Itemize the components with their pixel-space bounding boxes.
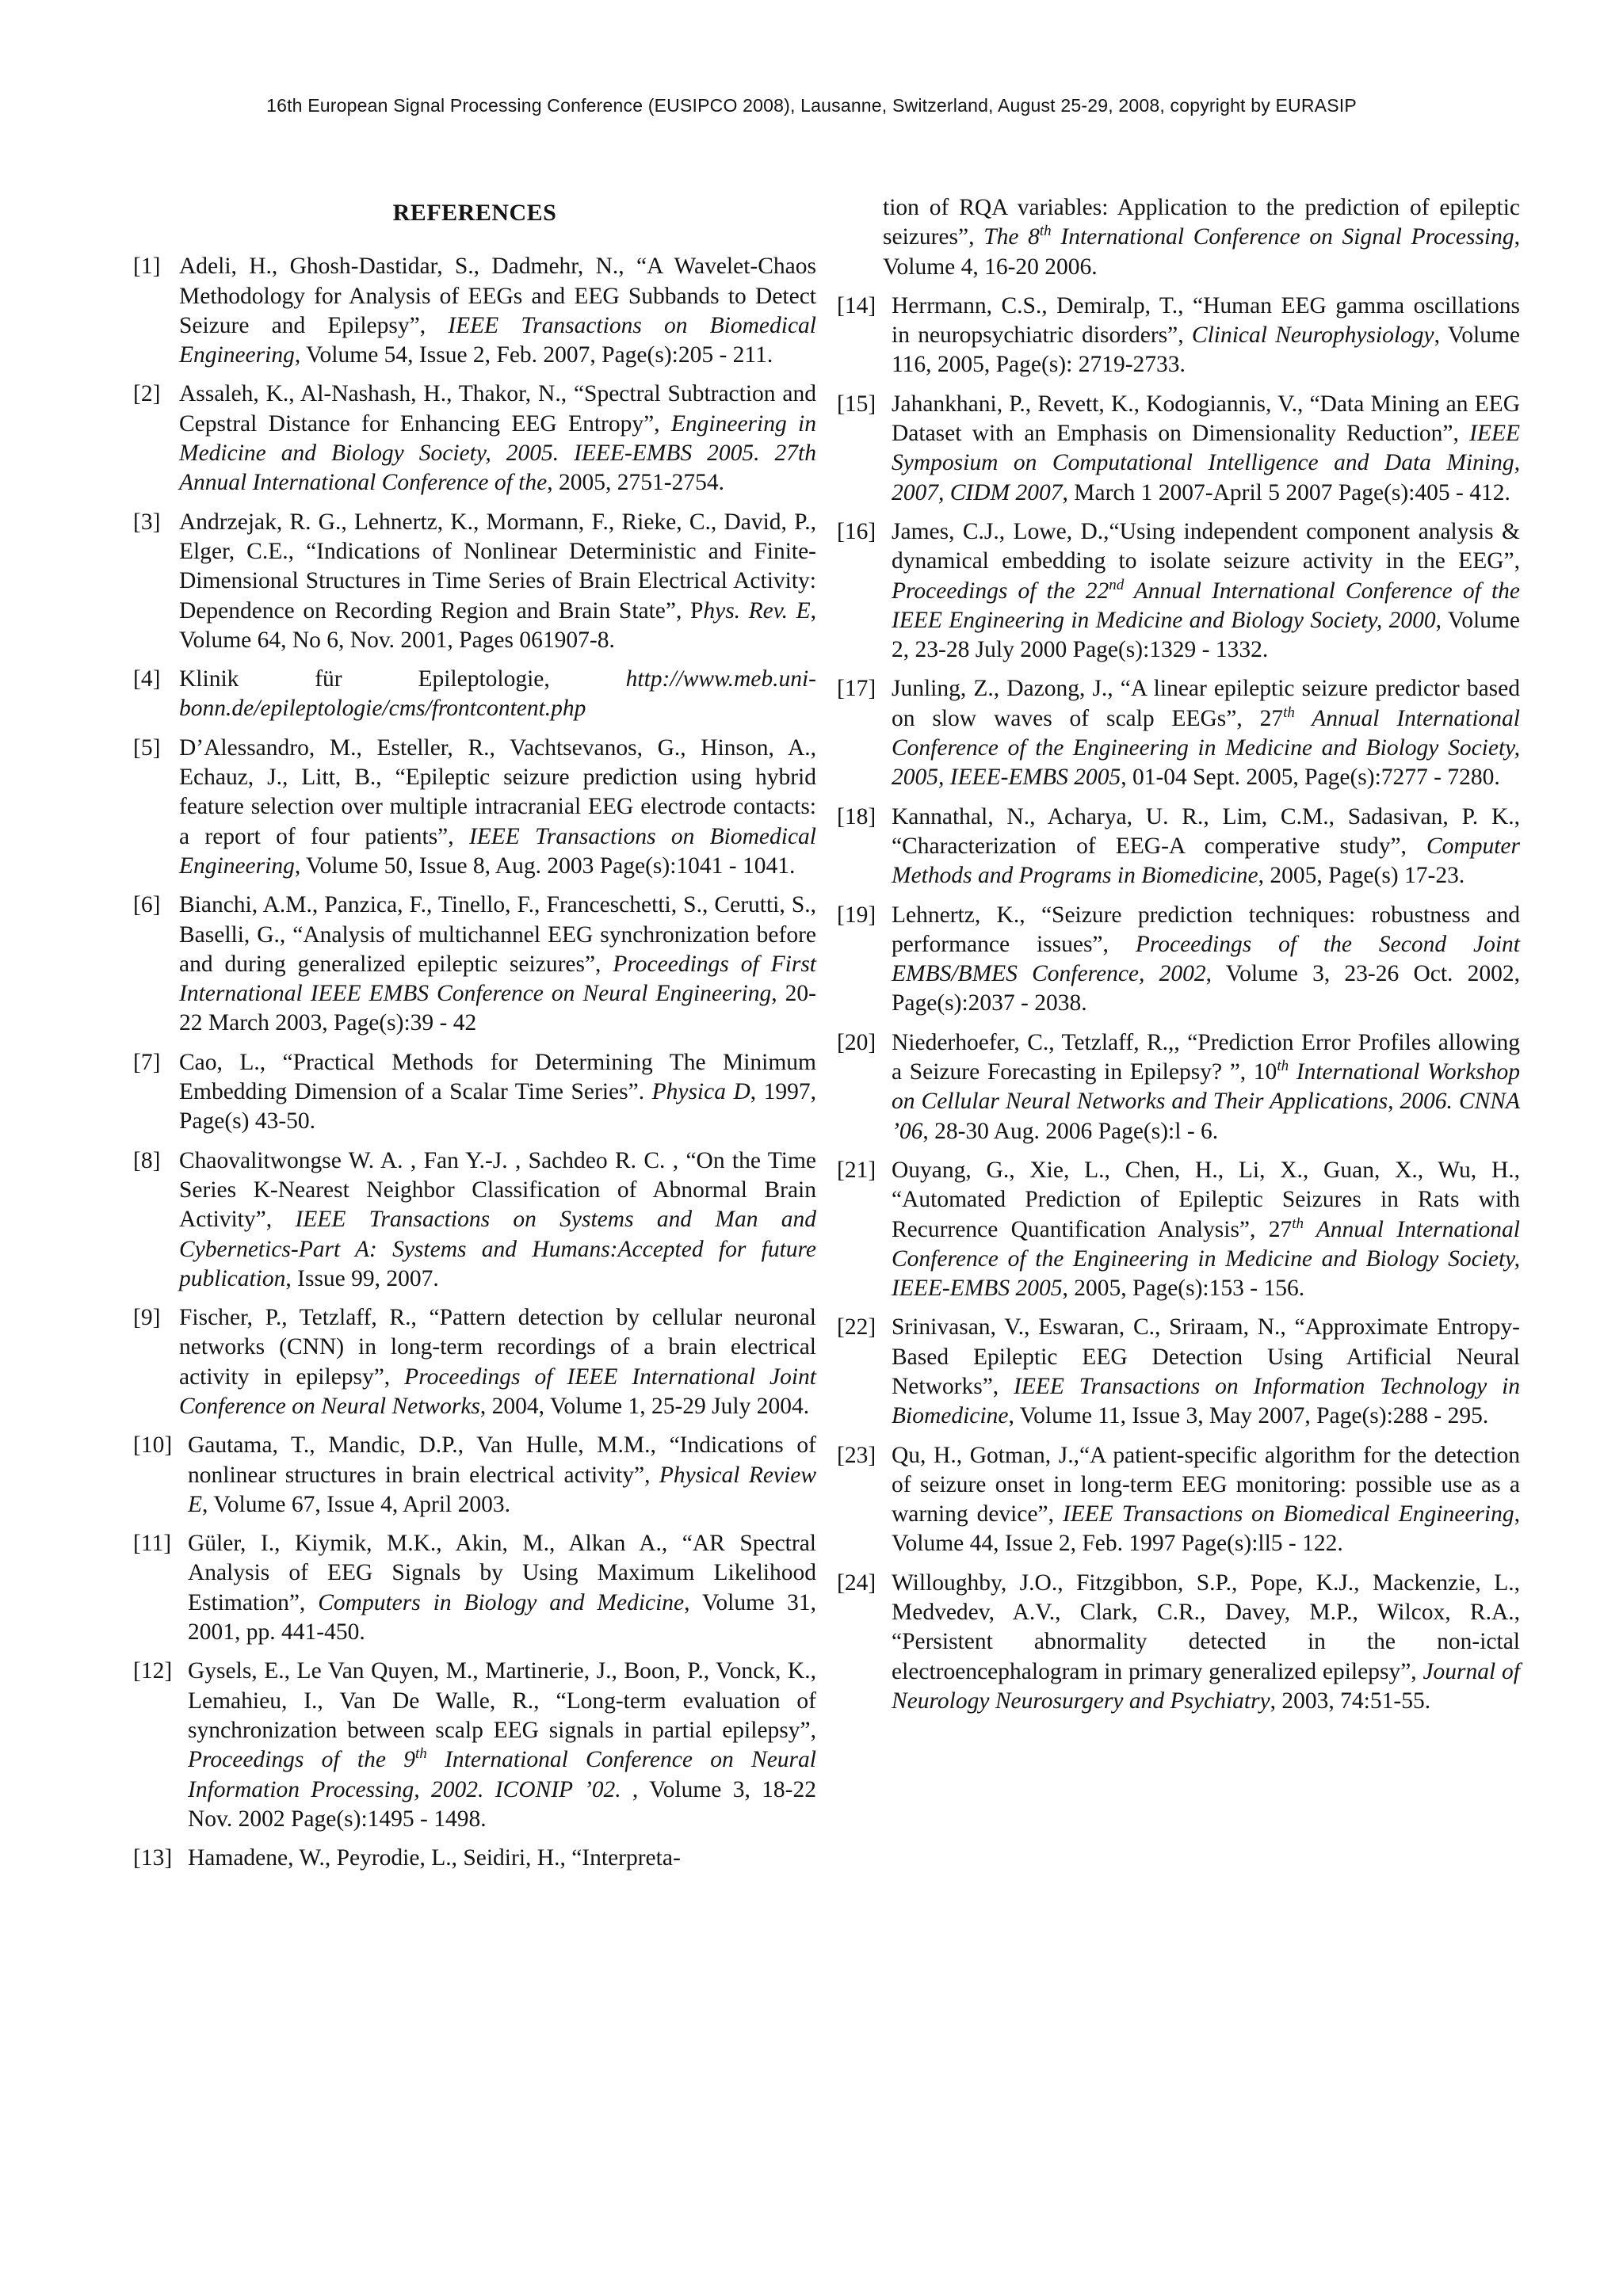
italic-citation-text: International Conference on Neural Information Processing, 2002. ICONIP ’02. [188,1747,816,1802]
citation-text: Assaleh, K., Al-Nashash, H., Thakor, N., “Spectral Subtraction and Cepstral Distance for Enhancing EEG Entropy”, [179,381,816,437]
reference-item [837,1028,1520,1146]
citation-text: , 01-04 Sept. 2005, Page(s):7277 - 7280. [1121,765,1500,791]
citation-text: , 20-22 March 2003, Page(s):39 - 42 [179,981,816,1036]
reference-item [133,734,816,881]
reference-item [837,1156,1520,1303]
citation-text: Jahankhani, P., Revett, K., Kodogiannis, V., “Data Mining an EEG Dataset with an Emphasis on Dimensionality Reduction”, [892,391,1520,447]
citation-text: Niederhoefer, C., Tetzlaff, R.,, “Prediction Error Profiles allowing a Seizure Forecasting in Epilepsy? ”, 10 [892,1029,1520,1085]
references-column-right [837,193,1520,1726]
reference-item [837,1569,1520,1716]
reference-text [188,1657,816,1834]
reference-item [133,1303,816,1421]
citation-text: , Volume 2, 23-28 July 2000 Page(s):1329 - 1332. [892,607,1520,663]
italic-citation-text: IEEE Transactions on Information Technology in Biomedicine [892,1373,1521,1429]
italic-citation-text: International Workshop on Cellular Neural Networks and Their Applications, 2006. CNNA ’06 [892,1059,1520,1144]
reference-item [837,517,1520,665]
citation-text: Gautama, T., Mandic, D.P., Van Hulle, M.M., “Indications of nonlinear structures in brain electrical activity”, [188,1432,816,1488]
reference-item [133,1146,816,1294]
citation-text: , Volume 3, 18-22 Nov. 2002 Page(s):1495 - 1498. [188,1776,816,1832]
superscript: th [1039,223,1052,240]
citation-text: , Volume 11, Issue 3, May 2007, Page(s):288 - 295. [1008,1403,1489,1429]
reference-number: [11] [133,1531,172,1557]
reference-text [179,1146,816,1294]
reference-text [892,674,1520,792]
reference-text [179,734,816,881]
italic-citation-text: Proceedings of the Second Joint EMBS/BMES Conference, 2002 [892,931,1520,987]
citation-text: Bianchi, A.M., Panzica, F., Tinello, F., Franceschetti, S., Cerutti, S., Baselli, G., “Analysis of multichannel EEG synchronization before and during generalized epileptic seizures”, [179,892,816,977]
italic-citation-text: Annual International Conference of the IEEE Engineering in Medicine and Biology Society, 2000 [892,578,1520,633]
citation-text: , 1997, Page(s) 43-50. [179,1079,817,1135]
citation-text: Güler, I., Kiymik, M.K., Akin, M., Alkan A., “AR Spectral Analysis of EEG Signals by Using Maximum Likelihood Estimation”, [188,1531,816,1615]
reference-item [133,891,816,1038]
reference-item [133,379,816,498]
reference-number: [1] [133,254,161,280]
reference-text [188,1431,816,1520]
running-header: 16th European Signal Processing Conference (EUSIPCO 2008), Lausanne, Switzerland, August 25-29, 2008, copyright by EURASIP [266,95,1357,116]
reference-text [179,508,816,655]
reference-number: [24] [837,1569,876,1596]
reference-text [188,1529,816,1647]
reference-number: [9] [133,1305,161,1331]
citation-text: Srinivasan, V., Eswaran, C., Sriraam, N., “Approximate Entropy-Based Epileptic EEG Detection Using Artificial Neural Networks”, [892,1314,1520,1399]
citation-text: Gysels, E., Le Van Quyen, M., Martinerie, J., Boon, P., Vonck, K., Lemahieu, I., Van De Walle, R., “Long-term evaluation of synchronization between scalp EEG signals in partial epilepsy”, [188,1658,816,1743]
italic-citation-text: IEEE Transactions on Systems and Man and Cybernetics-Part A: Systems and Humans:Accepted for future publication [179,1207,817,1291]
reference-text [188,1844,816,1873]
italic-citation-text: Proceedings of the 9 [188,1747,415,1773]
references-heading: REFERENCES [392,200,557,226]
reference-text [179,891,816,1038]
citation-text: Fischer, P., Tetzlaff, R., “Pattern detection by cellular neuronal networks (CNN) in long-term recordings of a brain electrical activity in epilepsy”, [179,1305,816,1390]
reference-text [892,803,1520,891]
reference-number: [19] [837,902,876,928]
citation-text: , Volume 67, Issue 4, April 2003. [202,1491,511,1517]
citation-text: , Volume 3, 23-26 Oct. 2002, Page(s):2037 - 2038. [892,961,1520,1016]
citation-text: Herrmann, C.S., Demiralp, T., “Human EEG gamma oscillations in neuropsychiatric disorders”, [892,292,1520,349]
italic-citation-text: Annual International Conference of the Engineering in Medicine and Biology Society, IEEE-EMBS 2005 [892,1216,1520,1302]
italic-citation-text: IEEE Transactions on Biomedical Engineering [179,823,816,879]
citation-text: , 2004, Volume 1, 25-29 July 2004. [479,1393,810,1419]
reference-text [892,1313,1520,1431]
reference-number: [21] [837,1157,876,1183]
citation-text: Qu, H., Gotman, J.,“A patient-specific algorithm for the detection of seizure onset in long-term EEG monitoring: possible use as a warning device”, [892,1442,1520,1527]
reference-number: [10] [133,1432,173,1459]
reference-text [179,1048,816,1137]
citation-text: , Volume 4, 16-20 2006. [883,224,1520,280]
italic-citation-text: The 8 [983,224,1040,250]
reference-number: [22] [837,1314,876,1341]
reference-text [892,1569,1520,1716]
italic-citation-text: IEEE Symposium on Computational Intelligence and Data Mining, 2007, CIDM 2007 [892,421,1520,505]
reference-text [892,1441,1520,1559]
reference-text [179,252,816,370]
reference-number: [13] [133,1845,173,1871]
reference-item [133,665,816,724]
italic-citation-text: Physica D [651,1079,750,1105]
reference-item [837,803,1520,891]
italic-citation-text: Proceedings of First International IEEE EMBS Conference on Neural Engineering [179,951,816,1007]
citation-text: D’Alessandro, M., Esteller, R., Vachtsevanos, G., Hinson, A., Echauz, J., Litt, B., “Epileptic seizure prediction using hybrid feature selection over multiple intracranial EEG electrode contacts: a report of four patients”, [179,734,816,849]
citation-text: , 2003, 74:51-55. [1270,1688,1431,1714]
italic-citation-text: Physical Review E [188,1462,816,1517]
reference-number: [23] [837,1442,876,1468]
citation-text: , 28-30 Aug. 2006 Page(s):l - 6. [922,1118,1219,1144]
citation-text: , 2005, 2751-2754. [547,470,724,496]
reference-number: [20] [837,1029,876,1055]
reference-number: [12] [133,1658,173,1684]
citation-text: Ouyang, G., Xie, L., Chen, H., Li, X., Guan, X., Wu, H., “Automated Prediction of Epileptic Seizures in Rats with Recurrence Quantification Analysis”, 27 [892,1157,1520,1242]
reference-item [837,1313,1520,1431]
reference-number: [8] [133,1147,161,1173]
reference-number: [6] [133,892,161,918]
reference-number: [15] [837,391,876,417]
reference-text [179,1303,816,1421]
citation-text: tion of RQA variables: Application to the prediction of epileptic seizures”, [883,195,1520,250]
superscript: th [1292,1215,1304,1232]
citation-text: , March 1 2007-April 5 2007 Page(s):405 - 412. [1062,479,1510,505]
italic-citation-text: Computer Methods and Programs in Biomedicine [892,833,1520,889]
citation-text: , Volume 116, 2005, Page(s): 2719-2733. [892,322,1520,378]
references-column-left [133,194,816,1882]
citation-text: , 2005, Page(s):153 - 156. [1062,1276,1305,1302]
reference-item [837,901,1520,1019]
citation-text: Kannathal, N., Acharya, U. R., Lim, C.M., Sadasivan, P. K., “Characterization of EEG-A comperative study”, [892,803,1520,859]
citation-text: Junling, Z., Dazong, J., “A linear epileptic seizure predictor based on slow waves of scalp EEGs”, 27 [892,676,1520,731]
citation-text: , Issue 99, 2007. [285,1265,439,1291]
reference-text [179,665,816,724]
italic-citation-text: Proceedings of IEEE International Joint Conference on Neural Networks [179,1363,816,1419]
citation-text: Cao, L., “Practical Methods for Determining The Minimum Embedding Dimension of a Scalar Time Series”. [179,1049,816,1105]
citation-text: Chaovalitwongse W. A. , Fan Y.-J. , Sachdeo R. C. , “On the Time Series K-Nearest Neighbor Classification of Abnormal Brain Activity”, [179,1147,816,1233]
reference-number: [17] [837,676,876,702]
reference-text [892,517,1520,665]
citation-text: Klinik für Epileptologie, [179,666,626,692]
citation-text: James, C.J., Lowe, D.,“Using independent component analysis & dynamical embedding to isolate seizure activity in the EEG”, [892,518,1520,574]
reference-text [892,1028,1520,1146]
citation-text: , Volume 50, Issue 8, Aug. 2003 Page(s):1041 - 1041. [294,852,796,879]
citation-text: , Volume 31, 2001, pp. 441-450. [188,1589,816,1646]
reference-item [133,1431,816,1520]
reference-text [892,390,1520,508]
reference-number: [16] [837,518,876,544]
reference-item [133,1529,816,1647]
reference-item [133,1657,816,1834]
citation-text: Lehnertz, K., “Seizure prediction techniques: robustness and performance issues”, [892,902,1520,957]
reference-text [179,379,816,498]
italic-citation-text: Annual International Conference of the Engineering in Medicine and Biology Society, 2005, IEEE-EMBS 2005 [892,705,1520,791]
citation-text: Willoughby, J.O., Fitzgibbon, S.P., Pope, K.J., Mackenzie, L., Medvedev, A.V., Clark, C.R., Davey, M.P., Wilcox, R.A., “Persistent abnormality detected in the non-ictal electroencephalogram in primary generalized epilepsy”, [892,1569,1520,1684]
reference-item [133,508,816,655]
italic-citation-text: Clinical Neurophysiology [1191,322,1434,349]
reference-item [133,1048,816,1137]
reference-number: [5] [133,734,161,761]
reference-number: [2] [133,381,161,407]
citation-text: Hamadene, W., Peyrodie, L., Seidiri, H., “Interpreta- [188,1845,681,1871]
italic-citation-text: IEEE Transactions on Biomedical Engineering [179,312,816,368]
reference-number: [3] [133,509,161,535]
citation-text: , 2005, Page(s) 17-23. [1258,863,1465,889]
superscript: th [415,1745,427,1763]
reference-number: [7] [133,1049,161,1075]
italic-citation-text: Journal of Neurology Neurosurgery and Psychiatry [892,1658,1520,1714]
reference-continuation [883,193,1520,282]
reference-item [133,1844,816,1873]
reference-item [837,1441,1520,1559]
italic-citation-text: http://www.meb.uni-bonn.de/epileptologie/cms/frontcontent.php [179,666,816,722]
italic-citation-text: hys. Rev. E [703,597,811,624]
reference-number: [4] [133,666,161,692]
citation-text: , Volume 44, Issue 2, Feb. 1997 Page(s):ll5 - 122. [892,1501,1520,1557]
italic-citation-text: Engineering in Medicine and Biology Society, 2005. IEEE-EMBS 2005. 27th Annual International Conference of the [179,410,816,496]
reference-text [892,292,1520,380]
reference-item [837,390,1520,508]
reference-item [837,292,1520,380]
citation-text: Adeli, H., Ghosh-Dastidar, S., Dadmehr, N., “A Wavelet-Chaos Methodology for Analysis of EEGs and EEG Subbands to Detect Seizure and Epilepsy”, [179,254,816,338]
citation-text: , Volume 54, Issue 2, Feb. 2007, Page(s):205 - 211. [294,342,773,368]
reference-text [892,1156,1520,1303]
reference-number: [18] [837,803,876,830]
reference-item [133,252,816,370]
italic-citation-text: International Conference on Signal Processing [1051,224,1514,250]
italic-citation-text: Proceedings of the 22 [892,578,1109,604]
italic-citation-text: IEEE Transactions on Biomedical Engineering [1062,1501,1514,1527]
reference-number: [14] [837,292,876,318]
superscript: th [1277,1058,1289,1075]
superscript: nd [1109,576,1125,593]
superscript: th [1283,704,1295,721]
italic-citation-text: Computers in Biology and Medicine [318,1589,685,1615]
reference-item [837,674,1520,792]
reference-text [892,901,1520,1019]
citation-text: Andrzejak, R. G., Lehnertz, K., Mormann, F., Rieke, C., David, P., Elger, C.E., “Indications of Nonlinear Deterministic and Finite-Dimensional Structures in Time Series of Brain Electrical Activity: Dependence on Recording Region and Brain State”, P [179,509,816,624]
citation-text: , Volume 64, No 6, Nov. 2001, Pages 061907-8. [179,597,816,653]
